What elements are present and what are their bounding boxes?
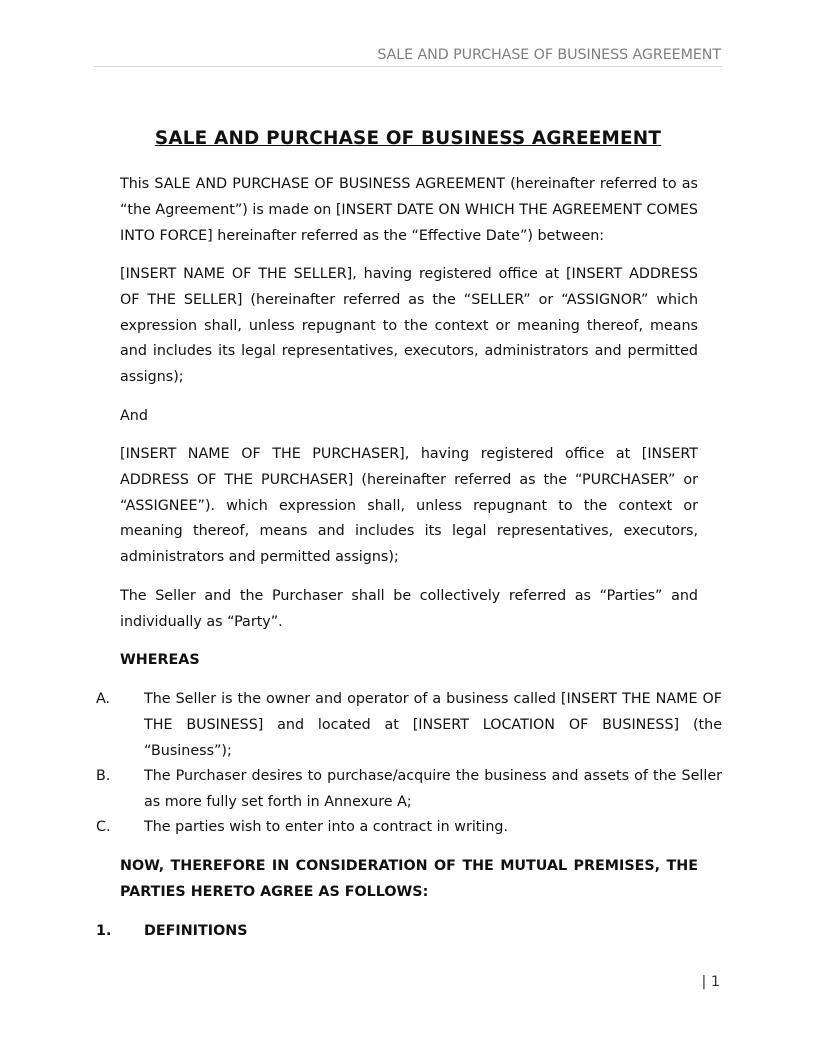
recital-text: The parties wish to enter into a contract in writing. bbox=[144, 819, 509, 835]
purchaser-paragraph: [INSERT NAME OF THE PURCHASER], having registered office at [INSERT ADDRESS OF THE PURCHASER] (hereinafter referred as the “PURCHASER” or “ASSIGNEE”). which expression shall, unless repugnant to the context or meaning thereof, means and includes its legal representatives, executors, administrators and permitted assigns); bbox=[120, 446, 698, 566]
intro-paragraph: This SALE AND PURCHASE OF BUSINESS AGREEMENT (hereinafter referred to as “the Agreement”) is made on [INSERT DATE ON WHICH THE AGREEMENT COMES INTO FORCE] hereinafter referred as the “Effective Date”) between: bbox=[120, 176, 698, 244]
section-title: DEFINITIONS bbox=[144, 923, 248, 939]
recital-marker: B. bbox=[96, 768, 111, 784]
section-number: 1. bbox=[96, 923, 112, 939]
header-divider bbox=[94, 66, 722, 67]
whereas-heading: WHEREAS bbox=[120, 652, 200, 668]
recital-marker: A. bbox=[96, 691, 111, 707]
recital-text: The Purchaser desires to purchase/acquire the business and assets of the Seller as more fully set forth in Annexure A; bbox=[144, 768, 722, 810]
recital-marker: C. bbox=[96, 819, 111, 835]
seller-paragraph: [INSERT NAME OF THE SELLER], having registered office at [INSERT ADDRESS OF THE SELLER] (hereinafter referred as the “SELLER” or “ASSIGNOR” which expression shall, unless repugnant to the context or meaning thereof, means and includes its legal representatives, executors, administrators and permitted assigns); bbox=[120, 266, 698, 386]
running-header: SALE AND PURCHASE OF BUSINESS AGREEMENT bbox=[377, 47, 721, 63]
parties-paragraph: The Seller and the Purchaser shall be collectively referred as “Parties” and individually as “Party”. bbox=[120, 588, 698, 630]
now-therefore-clause: NOW, THEREFORE IN CONSIDERATION OF THE MUTUAL PREMISES, THE PARTIES HERETO AGREE AS FOLLOWS: bbox=[120, 858, 698, 900]
page-number: | 1 bbox=[701, 974, 720, 990]
and-separator: And bbox=[120, 408, 148, 424]
recital-text: The Seller is the owner and operator of a business called [INSERT THE NAME OF THE BUSINESS] and located at [INSERT LOCATION OF BUSINESS] (the “Business”); bbox=[144, 691, 722, 759]
document-title: SALE AND PURCHASE OF BUSINESS AGREEMENT bbox=[154, 128, 662, 149]
